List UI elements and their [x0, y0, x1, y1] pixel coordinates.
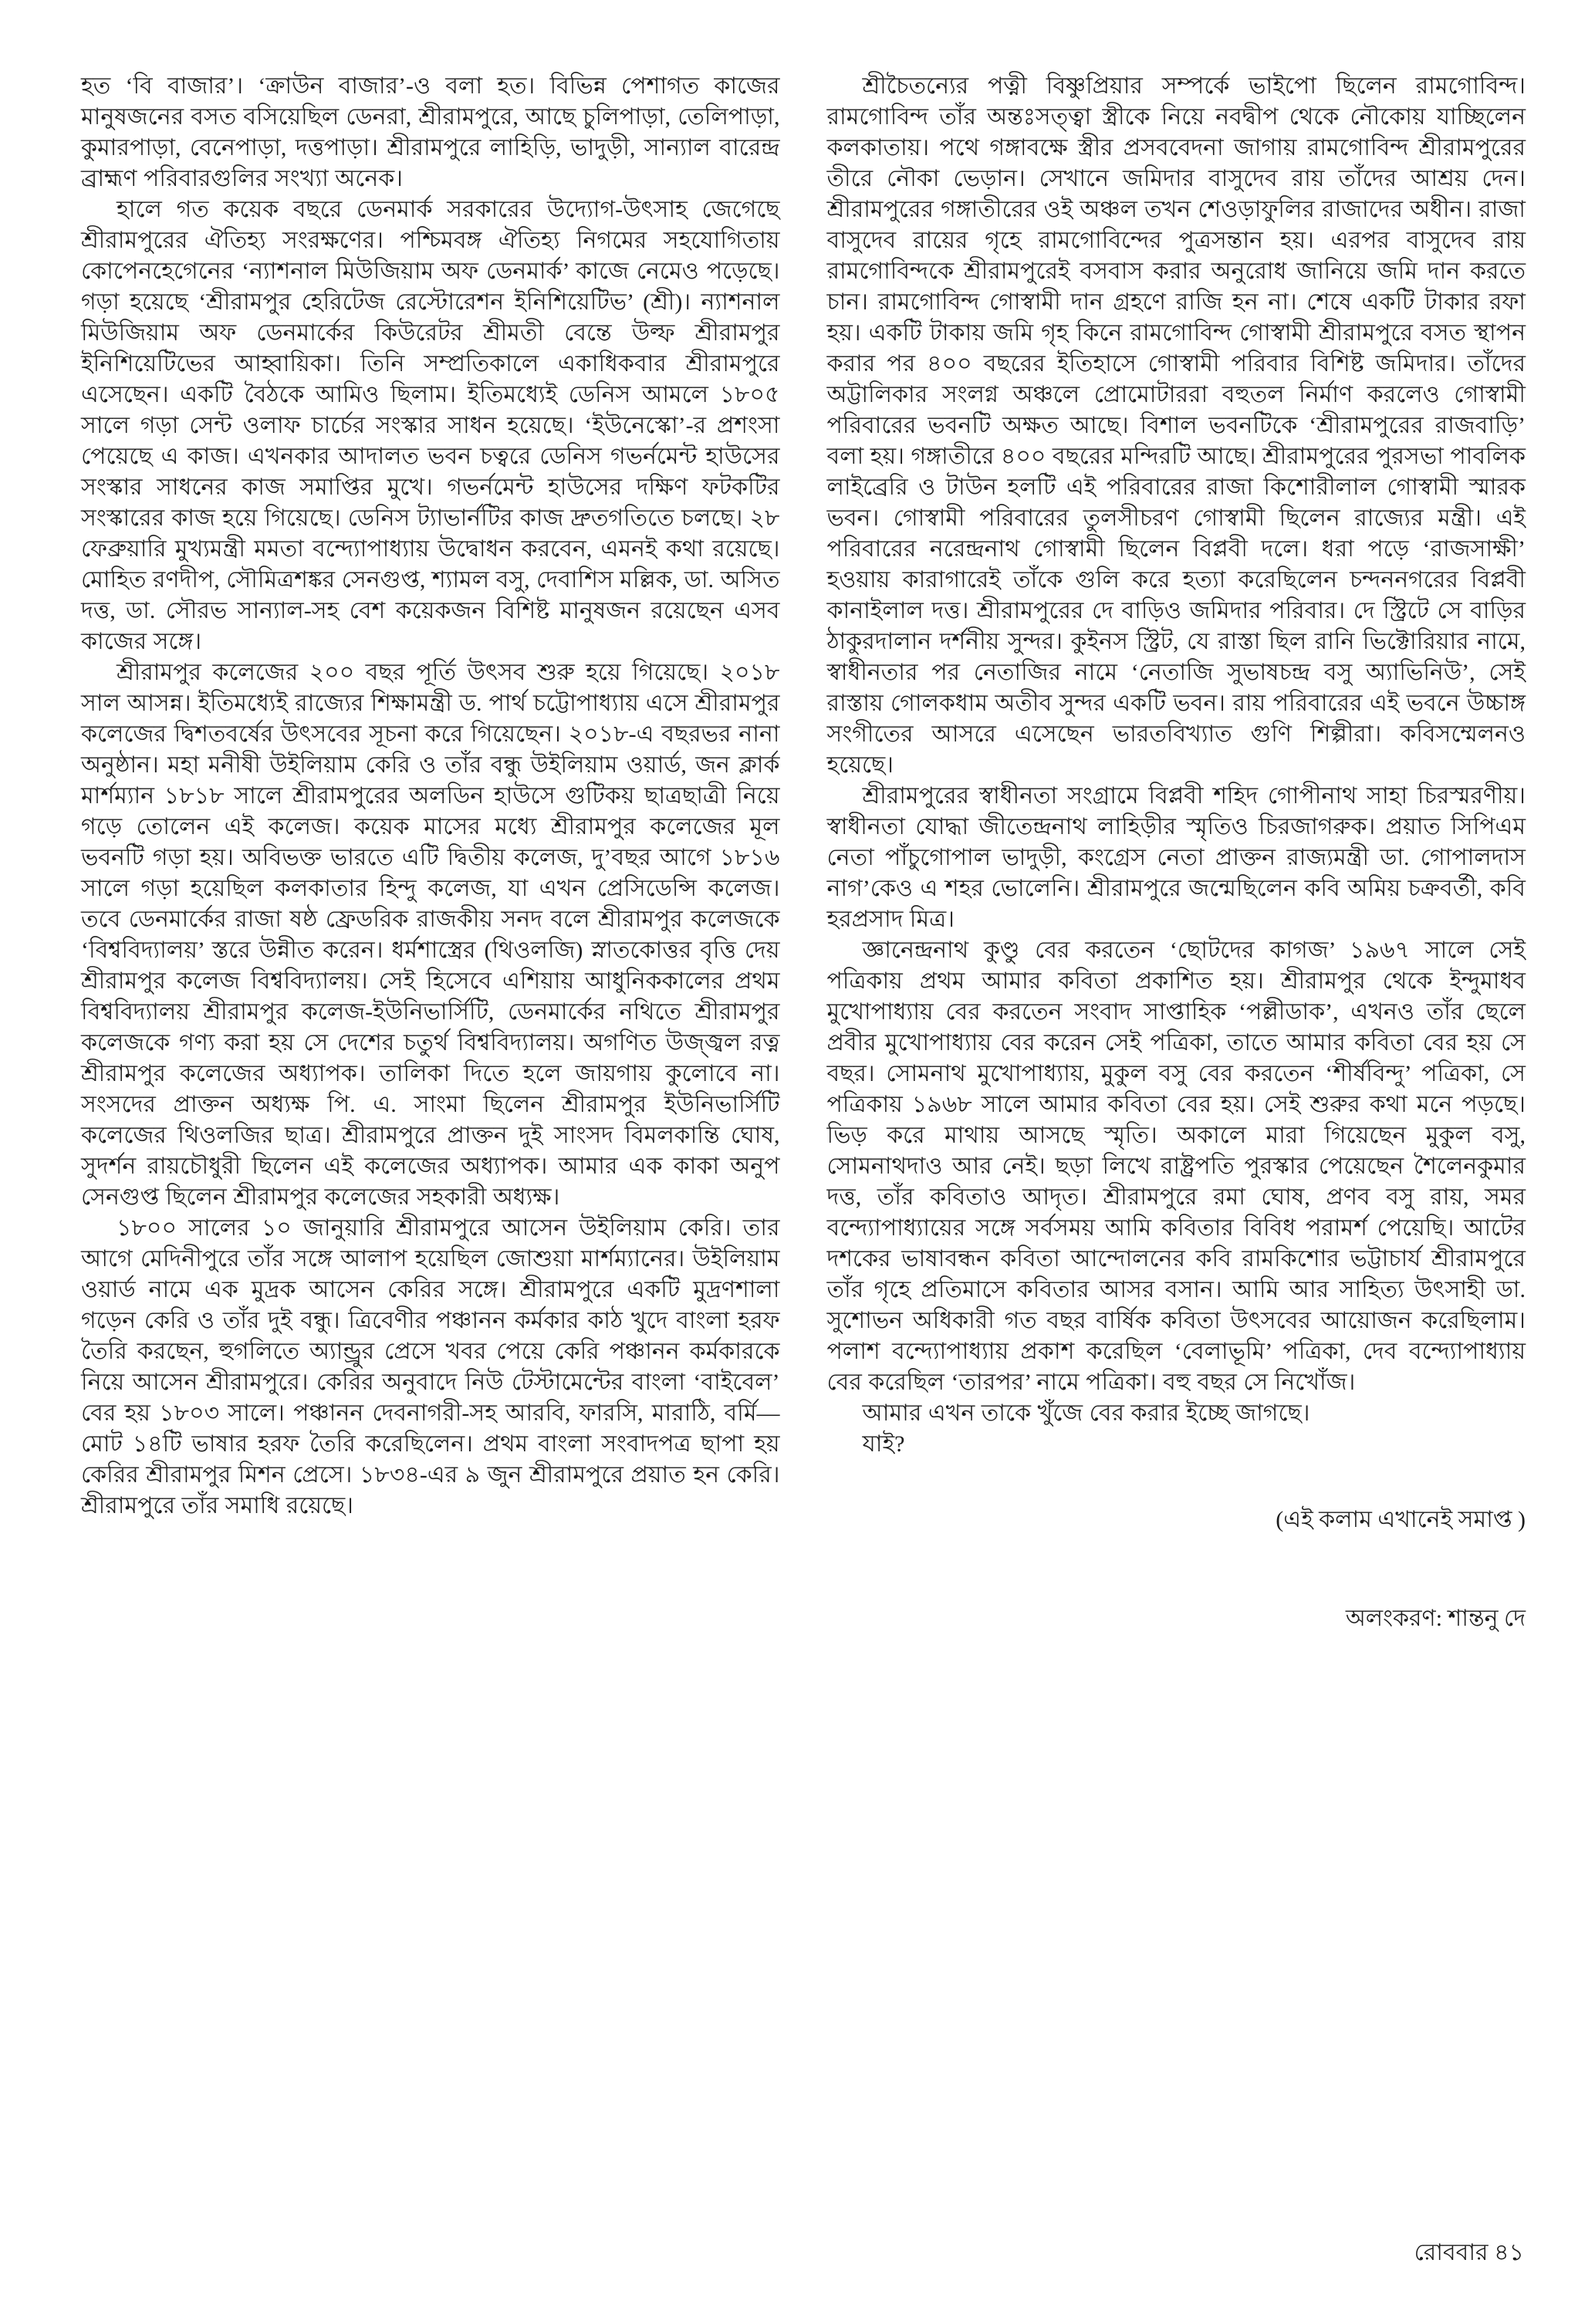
article-body: [81, 71, 1526, 1634]
article-paragraph: হত ‘বি বাজার’। ‘ক্রাউন বাজার’-ও বলা হত। বিভিন্ন পেশাগত কাজের মানুষজনের বসত বসিয়েছিল ডেনরা, শ্রীরামপুরে, আছে চুলিপাড়া, তেলিপাড়া, কুমারপাড়া, বেনেপাড়া, দত্তপাড়া। শ্রীরামপুরে লাহিড়ি, ভাদুড়ী, সান্যাল বারেন্দ্র ব্রাহ্মণ পরিবারগুলির সংখ্যা অনেক।: [81, 73, 780, 191]
article-paragraph: শ্রীচৈতন্যের পত্নী বিষ্ণুপ্রিয়ার সম্পর্কে ভাইপো ছিলেন রামগোবিন্দ। রামগোবিন্দ তাঁর অন্তঃসত্ত্বা স্ত্রীকে নিয়ে নবদ্বীপ থেকে নৌকোয় যাচ্ছিলেন কলকাতায়। পথে গঙ্গাবক্ষে স্ত্রীর প্রসববেদনা জাগায় রামগোবিন্দ শ্রীরামপুরের তীরে নৌকা ভেড়ান। সেখানে জমিদার বাসুদেব রায় তাঁদের আশ্রয় দেন। শ্রীরামপুরের গঙ্গাতীরের ওই অঞ্চল তখন শেওড়াফুলির রাজাদের অধীন। রাজা বাসুদেব রায়ের গৃহে রামগোবিন্দের পুত্রসন্তান হয়। এরপর বাসুদেব রায় রামগোবিন্দকে শ্রীরামপুরেই বসবাস করার অনুরোধ জানিয়ে জমি দান করতে চান। রামগোবিন্দ গোস্বামী দান গ্রহণে রাজি হন না। শেষে একটি টাকার রফা হয়। একটি টাকায় জমি গৃহ কিনে রামগোবিন্দ গোস্বামী শ্রীরামপুরে বসত স্থাপন করার পর ৪০০ বছরের ইতিহাসে গোস্বামী পরিবার বিশিষ্ট জমিদার। তাঁদের অট্টালিকার সংলগ্ন অঞ্চলে প্রোমোটাররা বহুতল নির্মাণ করলেও গোস্বামী পরিবারের ভবনটি অক্ষত আছে। বিশাল ভবনটিকে ‘শ্রীরামপুরের রাজবাড়ি’ বলা হয়। গঙ্গাতীরে ৪০০ বছরের মন্দিরটি আছে। শ্রীরামপুরের পুরসভা পাবলিক লাইব্রেরি ও টাউন হলটি এই পরিবারের রাজা কিশোরীলাল গোস্বামী স্মারক ভবন। গোস্বামী পরিবারের তুলসীচরণ গোস্বামী ছিলেন রাজ্যের মন্ত্রী। এই পরিবারের নরেন্দ্রনাথ গোস্বামী ছিলেন বিপ্লবী দলে। ধরা পড়ে ‘রাজসাক্ষী’ হওয়ায় কারাগারেই তাঁকে গুলি করে হত্যা করেছিলেন চন্দননগরের বিপ্লবী কানাইলাল দত্ত। শ্রীরামপুরের দে বাড়িও জমিদার পরিবার। দে স্ট্রিটে সে বাড়ির ঠাকুরদালান দর্শনীয় সুন্দর। কুইনস স্ট্রিট, যে রাস্তা ছিল রানি ভিক্টোরিয়ার নামে, স্বাধীনতার পর নেতাজির নামে ‘নেতাজি সুভাষচন্দ্র বসু অ্যাভিনিউ’, সেই রাস্তায় গোলকধাম অতীব সুন্দর একটি ভবন। রায় পরিবারের এই ভবনে উচ্চাঙ্গ সংগীতের আসরে এসেছেন ভারতবিখ্যাত গুণি শিল্পীরা। কবিসম্মেলনও হয়েছে।: [826, 73, 1526, 778]
article-paragraph: আমার এখন তাকে খুঁজে বের করার ইচ্ছে জাগছে।: [862, 1400, 1310, 1426]
left-column: [81, 71, 780, 1522]
page-number-label: রোববার ৪১: [1414, 2240, 1524, 2265]
article-paragraph: হালে গত কয়েক বছরে ডেনমার্ক সরকারের উদ্যোগ-উৎসাহ জেগেছে শ্রীরামপুরের ঐতিহ্য সংরক্ষণের। পশ্চিমবঙ্গ ঐতিহ্য নিগমের সহযোগিতায় কোপেনহেগেনের ‘ন্যাশনাল মিউজিয়াম অফ ডেনমার্ক’ কাজে নেমেও পড়েছে। গড়া হয়েছে ‘শ্রীরামপুর হেরিটেজ রেস্টোরেশন ইনিশিয়েটিভ’ (শ্রী)। ন্যাশনাল মিউজিয়াম অফ ডেনমার্কের কিউরেটর শ্রীমতী বেন্তে উল্ফ শ্রীরামপুর ইনিশিয়েটিভের আহ্বায়িকা। তিনি সম্প্রতিকালে একাধিকবার শ্রীরামপুরে এসেছেন। একটি বৈঠকে আমিও ছিলাম। ইতিমধ্যেই ডেনিস আমলে ১৮০৫ সালে গড়া সেন্ট ওলাফ চার্চের সংস্কার সাধন হয়েছে। ‘ইউনেস্কো’-র প্রশংসা পেয়েছে এ কাজ। এখনকার আদালত ভবন চত্বরে ডেনিস গভর্নমেন্ট হাউসের সংস্কার সাধনের কাজ সমাপ্তির মুখে। গভর্নমেন্ট হাউসের দক্ষিণ ফটকটির সংস্কারের কাজ হয়ে গিয়েছে। ডেনিস ট্যাভার্নটির কাজ দ্রুতগতিতে চলছে। ২৮ ফেব্রুয়ারি মুখ্যমন্ত্রী মমতা বন্দ্যোপাধ্যায় উদ্বোধন করবেন, এমনই কথা রয়েছে। মোহিত রণদীপ, সৌমিত্রশঙ্কর সেনগুপ্ত, শ্যামল বসু, দেবাশিস মল্লিক, ডা. অসিত দত্ত, ডা. সৌরভ সান্যাল-সহ বেশ কয়েকজন বিশিষ্ট মানুষজন রয়েছেন এসব কাজের সঙ্গে।: [81, 197, 780, 654]
article-paragraph: ১৮০০ সালের ১০ জানুয়ারি শ্রীরামপুরে আসেন উইলিয়াম কেরি। তার আগে মেদিনীপুরে তাঁর সঙ্গে আলাপ হয়েছিল জোশুয়া মার্শম্যানের। উইলিয়াম ওয়ার্ড নামে এক মুদ্রক আসেন কেরির সঙ্গে। শ্রীরামপুরে একটি মুদ্রণশালা গড়েন কেরি ও তাঁর দুই বন্ধু। ত্রিবেণীর পঞ্চানন কর্মকার কাঠ খুদে বাংলা হরফ তৈরি করছেন, হুগলিতে অ্যান্ড্রুর প্রেসে খবর পেয়ে কেরি পঞ্চানন কর্মকারকে নিয়ে আসেন শ্রীরামপুরে। কেরির অনুবাদে নিউ টেস্টামেন্টের বাংলা ‘বাইবেল’ বের হয় ১৮০৩ সালে। পঞ্চানন দেবনাগরী-সহ আরবি, ফারসি, মারাঠি, বর্মি— মোট ১৪টি ভাষার হরফ তৈরি করেছিলেন। প্রথম বাংলা সংবাদপত্র ছাপা হয় কেরির শ্রীরামপুর মিশন প্রেসে। ১৮৩৪-এর ৯ জুন শ্রীরামপুরে প্রয়াত হন কেরি। শ্রীরামপুরে তাঁর সমাধি রয়েছে।: [81, 1215, 780, 1518]
article-paragraph: যাই?: [862, 1431, 905, 1457]
article-paragraph: জ্ঞানেন্দ্রনাথ কুণ্ডু বের করতেন ‘ছোটদের কাগজ’ ১৯৬৭ সালে সেই পত্রিকায় প্রথম আমার কবিতা প্রকাশিত হয়। শ্রীরামপুর থেকে ইন্দুমাধব মুখোপাধ্যায় বের করতেন সংবাদ সাপ্তাহিক ‘পল্লীডাক’, এখনও তাঁর ছেলে প্রবীর মুখোপাধ্যায় বের করেন সেই পত্রিকা, তাতে আমার কবিতা বের হয় সে বছর। সোমনাথ মুখোপাধ্যায়, মুকুল বসু বের করতেন ‘শীর্ষবিন্দু’ পত্রিকা, সে পত্রিকায় ১৯৬৮ সালে আমার কবিতা বের হয়। সেই শুরুর কথা মনে পড়ছে। ভিড় করে মাথায় আসছে স্মৃতি। অকালে মারা গিয়েছেন মুকুল বসু, সোমনাথদাও আর নেই। ছড়া লিখে রাষ্ট্রপতি পুরস্কার পেয়েছেন শৈলেনকুমার দত্ত, তাঁর কবিতাও আদৃত। শ্রীরামপুরে রমা ঘোষ, প্রণব বসু রায়, সমর বন্দ্যোপাধ্যায়ের সঙ্গে সর্বসময় আমি কবিতার বিবিধ পরামর্শ পেয়েছি। আটের দশকের ভাষাবন্ধন কবিতা আন্দোলনের কবি রামকিশোর ভট্টাচার্য শ্রীরামপুরে তাঁর গৃহে প্রতিমাসে কবিতার আসর বসান। আমি আর সাহিত্য উৎসাহী ডা. সুশোভন অধিকারী গত বছর বার্ষিক কবিতা উৎসবের আয়োজন করেছিলাম। পলাশ বন্দ্যোপাধ্যায় প্রকাশ করেছিল ‘বেলাভূমি’ পত্রিকা, দেব বন্দ্যোপাধ্যায় বের করেছিল ‘তারপর’ নামে পত্রিকা। বহু বছর সে নিখোঁজ।: [826, 937, 1526, 1395]
column-end-note: (এই কলাম এখানেই সমাপ্ত ): [1276, 1507, 1526, 1532]
illustration-credit: অলংকরণ: শান্তনু দে: [1345, 1606, 1526, 1631]
article-paragraph: শ্রীরামপুরের স্বাধীনতা সংগ্রামে বিপ্লবী শহিদ গোপীনাথ সাহা চিরস্মরণীয়। স্বাধীনতা যোদ্ধা জীতেন্দ্রনাথ লাহিড়ীর স্মৃতিও চিরজাগরুক। প্রয়াত সিপিএম নেতা পাঁচুগোপাল ভাদুড়ী, কংগ্রেস নেতা প্রাক্তন রাজ্যমন্ত্রী ডা. গোপালদাস নাগ’কেও এ শহর ভোলেনি। শ্রীরামপুরে জন্মেছিলেন কবি অমিয় চক্রবর্তী, কবি হরপ্রসাদ মিত্র।: [826, 783, 1526, 932]
article-paragraph: শ্রীরামপুর কলেজের ২০০ বছর পূর্তি উৎসব শুরু হয়ে গিয়েছে। ২০১৮ সাল আসন্ন। ইতিমধ্যেই রাজ্যের শিক্ষামন্ত্রী ড. পার্থ চট্টোপাধ্যায় এসে শ্রীরামপুর কলেজের দ্বিশতবর্ষের উৎসবের সূচনা করে গিয়েছেন। ২০১৮-এ বছরভর নানা অনুষ্ঠান। মহা মনীষী উইলিয়াম কেরি ও তাঁর বন্ধু উইলিয়াম ওয়ার্ড, জন ক্লার্ক মার্শম্যান ১৮১৮ সালে শ্রীরামপুরের অলডিন হাউসে গুটিকয় ছাত্রছাত্রী নিয়ে গড়ে তোলেন এই কলেজ। কয়েক মাসের মধ্যে শ্রীরামপুর কলেজের মূল ভবনটি গড়া হয়। অবিভক্ত ভারতে এটি দ্বিতীয় কলেজ, দু’বছর আগে ১৮১৬ সালে গড়া হয়েছিল কলকাতার হিন্দু কলেজ, যা এখন প্রেসিডেন্সি কলেজ। তবে ডেনমার্কের রাজা ষষ্ঠ ফ্রেডরিক রাজকীয় সনদ বলে শ্রীরামপুর কলেজকে ‘বিশ্ববিদ্যালয়’ স্তরে উন্নীত করেন। ধর্মশাস্ত্রের (থিওলজি) স্নাতকোত্তর বৃত্তি দেয় শ্রীরামপুর কলেজ বিশ্ববিদ্যালয়। সেই হিসেবে এশিয়ায় আধুনিককালের প্রথম বিশ্ববিদ্যালয় শ্রীরামপুর কলেজ-ইউনিভার্সিটি, ডেনমার্কের নথিতে শ্রীরামপুর কলেজকে গণ্য করা হয় সে দেশের চতুর্থ বিশ্ববিদ্যালয়। অগণিত উজ্জ্বল রত্ন শ্রীরামপুর কলেজের অধ্যাপক। তালিকা দিতে হলে জায়গায় কুলোবে না। সংসদের প্রাক্তন অধ্যক্ষ পি. এ. সাংমা ছিলেন শ্রীরামপুর ইউনিভার্সিটি কলেজের থিওলজির ছাত্র। শ্রীরামপুরে প্রাক্তন দুই সাংসদ বিমলকান্তি ঘোষ, সুদর্শন রায়চৌধুরী ছিলেন এই কলেজের অধ্যাপক। আমার এক কাকা অনুপ সেনগুপ্ত ছিলেন শ্রীরামপুর কলেজের সহকারী অধ্যক্ষ।: [81, 660, 780, 1210]
right-column: [827, 71, 1526, 1634]
